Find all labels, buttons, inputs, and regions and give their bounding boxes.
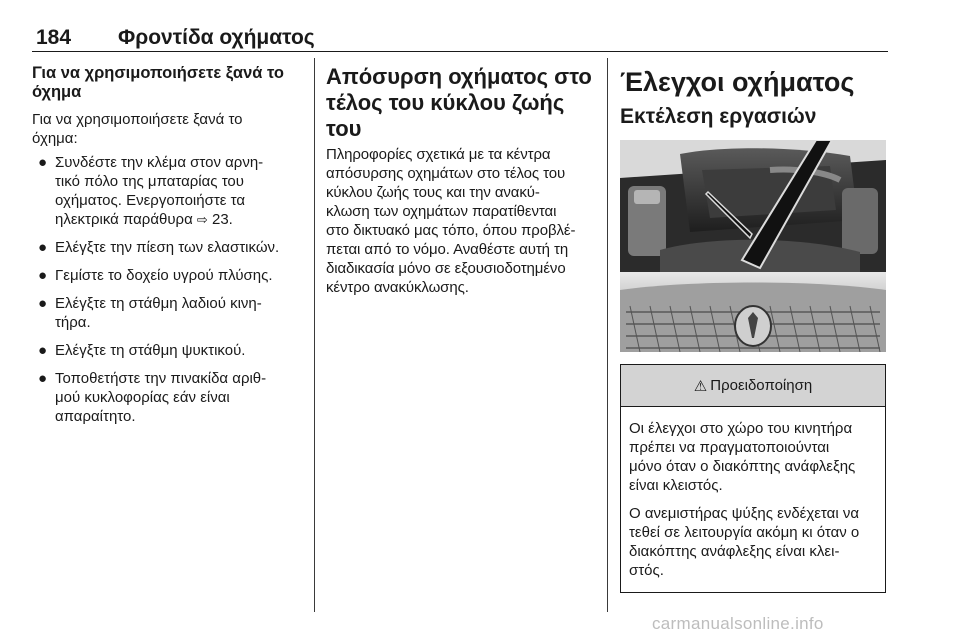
site-watermark: carmanualsonline.info bbox=[652, 614, 824, 633]
heading-line: Απόσυρση οχήματος στο bbox=[326, 64, 592, 89]
list-item-line: Συνδέστε την κλέμα στον αρνη- bbox=[55, 154, 264, 171]
column-left bbox=[32, 58, 302, 435]
warning-line: τεθεί σε λειτουργία ακόμη κι όταν ο bbox=[629, 524, 860, 541]
list-item-line: τικό πόλο της μπαταρίας του bbox=[55, 173, 244, 190]
engine-bay-photo bbox=[620, 140, 886, 352]
subheading-line: Για να χρησιμοποιήσετε ξανά το bbox=[32, 64, 284, 82]
list-item-line: οχήματος. Ενεργοποιήστε τα bbox=[55, 192, 246, 209]
warning-paragraph-2 bbox=[629, 504, 877, 580]
intro-paragraph bbox=[32, 110, 302, 148]
paragraph-line: κλωση των οχημάτων παρατίθενται bbox=[326, 203, 557, 220]
page-reference-arrow-icon[interactable]: ⇨ bbox=[196, 212, 208, 227]
engine-bay-illustration bbox=[620, 140, 886, 352]
warning-line: διακόπτης ανάφλεξης είναι κλει- bbox=[629, 543, 840, 560]
list-item-line: Τοποθετήστε την πινακίδα αριθ- bbox=[55, 370, 267, 387]
end-of-life-paragraph bbox=[326, 145, 596, 297]
column-middle bbox=[326, 58, 596, 297]
subheading-reuse-vehicle bbox=[32, 64, 302, 102]
warning-body bbox=[621, 407, 885, 592]
list-item-line: απαραίτητο. bbox=[55, 408, 136, 425]
warning-line: στός. bbox=[629, 562, 664, 579]
page-number: 184 bbox=[36, 26, 72, 49]
column-right bbox=[620, 58, 886, 593]
list-item-line: Ελέγξτε τη στάθμη λαδιού κινη- bbox=[55, 295, 262, 312]
bullet-icon: ● bbox=[38, 295, 48, 312]
bullet-icon: ● bbox=[38, 370, 48, 387]
list-item-line: Ελέγξτε τη στάθμη ψυκτικού. bbox=[55, 342, 246, 359]
list-item bbox=[32, 341, 302, 360]
list-item-line: Γεμίστε το δοχείο υγρού πλύσης. bbox=[55, 267, 273, 284]
heading-end-of-life bbox=[326, 64, 596, 142]
paragraph-line: διαδικασία μόνο σε εξουσιοδοτημένο bbox=[326, 260, 566, 277]
warning-paragraph-1 bbox=[629, 419, 877, 495]
warning-triangle-icon: ⚠ bbox=[693, 377, 708, 395]
list-item bbox=[32, 153, 302, 229]
paragraph-line: κύκλου ζωής τους και την ανακύ- bbox=[326, 184, 540, 201]
warning-line: Ο ανεμιστήρας ψύξης ενδέχεται να bbox=[629, 505, 859, 522]
paragraph-line: κέντρο ανακύκλωσης. bbox=[326, 279, 469, 296]
list-item-line: Ελέγξτε την πίεση των ελαστικών. bbox=[55, 239, 280, 256]
page-reference-number[interactable]: 23. bbox=[207, 211, 233, 228]
list-item-line: μού κυκλοφορίας εάν είναι bbox=[55, 389, 230, 406]
paragraph-line: απόσυρσης οχημάτων στο τέλος του bbox=[326, 165, 566, 182]
list-item-line: τήρα. bbox=[55, 314, 91, 331]
intro-line: όχημα: bbox=[32, 130, 78, 147]
reuse-checklist bbox=[32, 153, 302, 426]
paragraph-line: πεται από το νόμο. Αναθέστε αυτή τη bbox=[326, 241, 569, 258]
list-item-line-with-xref bbox=[55, 210, 302, 229]
bullet-icon: ● bbox=[38, 239, 48, 256]
bullet-icon: ● bbox=[38, 342, 48, 359]
paragraph-line: στο δικτυακό μας τόπο, όπου προβλέ- bbox=[326, 222, 576, 239]
list-item bbox=[32, 294, 302, 332]
warning-box bbox=[620, 364, 886, 593]
subheading-line: όχημα bbox=[32, 83, 82, 101]
bullet-icon: ● bbox=[38, 154, 48, 171]
column-divider-2 bbox=[607, 58, 608, 612]
warning-line: μόνο όταν ο διακόπτης ανάφλεξης bbox=[629, 458, 856, 475]
warning-title: Προειδοποίηση bbox=[710, 377, 813, 394]
running-head: Φροντίδα οχήματος bbox=[118, 26, 315, 49]
list-item bbox=[32, 266, 302, 285]
warning-line: Οι έλεγχοι στο χώρο του κινητήρα bbox=[629, 420, 853, 437]
warning-line: πρέπει να πραγματοποιούνται bbox=[629, 439, 830, 456]
intro-line: Για να χρησιμοποιήσετε ξανά το bbox=[32, 111, 243, 128]
heading-line: τέλος του κύκλου ζωής του bbox=[326, 90, 565, 141]
list-item bbox=[32, 369, 302, 426]
section-title: Έλεγχοι οχήματος bbox=[620, 67, 855, 97]
column-divider-1 bbox=[314, 58, 315, 612]
bullet-icon: ● bbox=[38, 267, 48, 284]
list-item-line: ηλεκτρικά παράθυρα bbox=[55, 211, 193, 228]
list-item bbox=[32, 238, 302, 257]
warning-line: είναι κλειστός. bbox=[629, 477, 723, 494]
paragraph-line: Πληροφορίες σχετικά με τα κέντρα bbox=[326, 146, 551, 163]
section-subtitle: Εκτέλεση εργασιών bbox=[620, 105, 817, 128]
page-header bbox=[32, 22, 888, 52]
warning-header bbox=[621, 365, 885, 407]
